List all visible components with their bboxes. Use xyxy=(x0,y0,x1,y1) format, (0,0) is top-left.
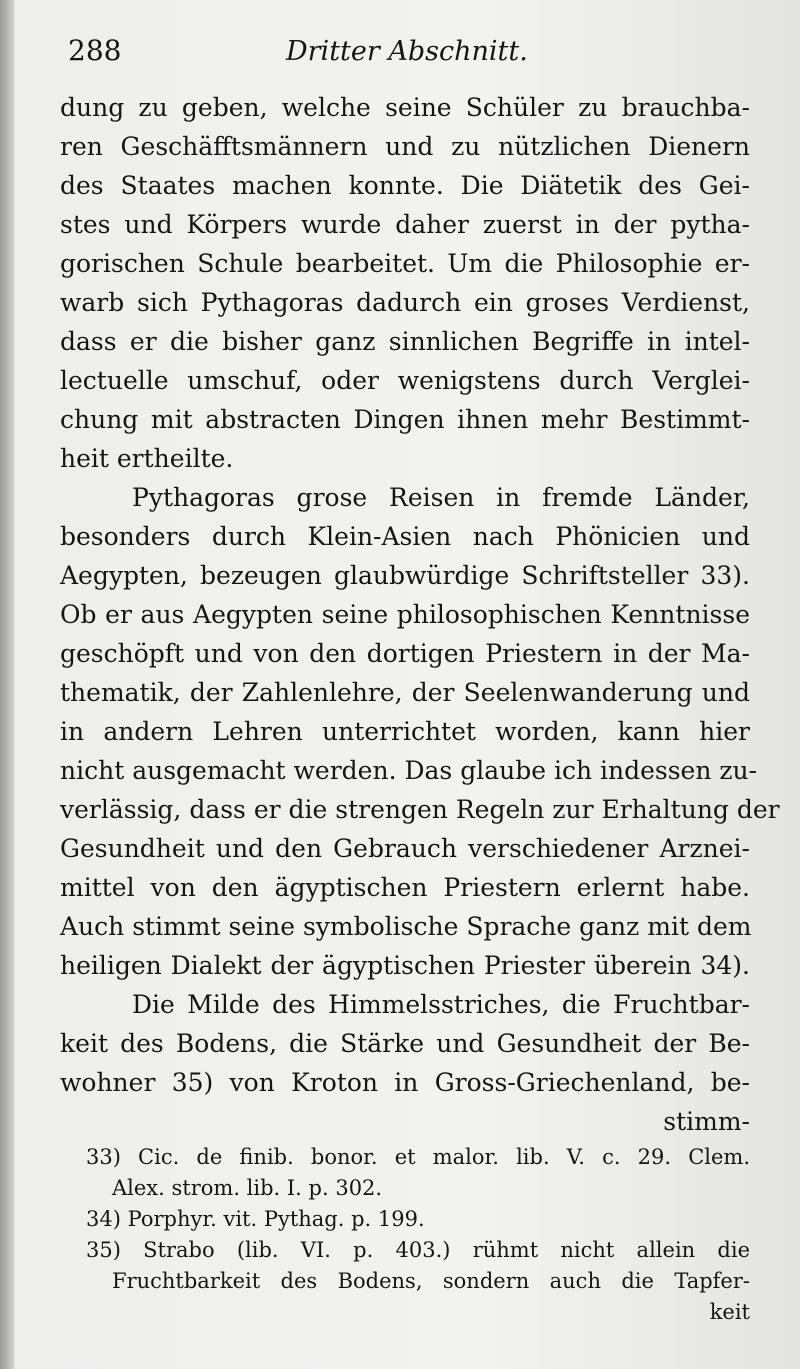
text-line: Gesundheit und den Gebrauch verschiedener Arznei- xyxy=(60,834,750,863)
text-line: stes und Körpers wurde daher zuerst in der pytha- xyxy=(60,210,750,239)
catchword: stimm- xyxy=(663,1107,750,1136)
text-line: thematik, der Zahlenlehre, der Seelenwanderung und xyxy=(60,678,750,707)
text-line: besonders durch Klein-Asien nach Phönicien und xyxy=(60,522,750,551)
body-text xyxy=(60,88,780,1141)
footnote-33: 33) Cic. de finib. bonor. et malor. lib. V. c. 29. Clem. xyxy=(86,1145,750,1169)
running-head: Dritter Abschnitt. xyxy=(286,36,528,67)
paragraph-end-line: heiligen Dialekt der ägyptischen Priester überein 34). xyxy=(60,951,750,980)
text-line: nicht ausgemacht werden. Das glaube ich indessen zu- xyxy=(60,756,758,785)
text-line: dung zu geben, welche seine Schüler zu brauchba- xyxy=(60,93,750,122)
text-line: des Staates machen konnte. Die Diätetik des Gei- xyxy=(60,171,750,200)
footnote-catchword: keit xyxy=(709,1300,750,1324)
text-line: Ob er aus Aegypten seine philosophischen Kenntnisse xyxy=(60,600,750,629)
footnote-35-cont: Fruchtbarkeit des Bodens, sondern auch die Tapfer- xyxy=(112,1269,750,1293)
footnote-35: 35) Strabo (lib. VI. p. 403.) rühmt nicht allein die xyxy=(86,1238,750,1262)
footnotes xyxy=(60,1142,750,1328)
text-line: wohner 35) von Kroton in Gross-Griechenland, be- xyxy=(60,1068,750,1097)
text-line: dass er die bisher ganz sinnlichen Begriffe in intel- xyxy=(60,327,750,356)
text-line: keit des Bodens, die Stärke und Gesundheit der Be- xyxy=(60,1029,750,1058)
text-line: ren Geschäfftsmännern und zu nützlichen Dienern xyxy=(60,132,750,161)
footnote-34: 34) Porphyr. vit. Pythag. p. 199. xyxy=(86,1207,425,1231)
paragraph-start-line: Die Milde des Himmelsstriches, die Fruchtbar- xyxy=(132,990,750,1019)
text-line: lectuelle umschuf, oder wenigstens durch Verglei- xyxy=(60,366,750,395)
text-line: gorischen Schule bearbeitet. Um die Philosophie er- xyxy=(60,249,750,278)
paragraph-start-line: Pythagoras grose Reisen in fremde Länder, xyxy=(132,483,750,512)
text-line: Aegypten, bezeugen glaubwürdige Schriftsteller 33). xyxy=(60,561,750,590)
text-line: verlässig, dass er die strengen Regeln zur Erhaltung der xyxy=(60,795,780,824)
page-header xyxy=(64,30,764,80)
text-line: in andern Lehren unterrichtet worden, kann hier xyxy=(60,717,750,746)
text-line: geschöpft und von den dortigen Priestern in der Ma- xyxy=(60,639,750,668)
paragraph-end-line: heit ertheilte. xyxy=(60,444,234,473)
footnote-33-cont: Alex. strom. lib. I. p. 302. xyxy=(112,1176,383,1200)
page-number: 288 xyxy=(68,34,122,67)
text-line: chung mit abstracten Dingen ihnen mehr Bestimmt- xyxy=(60,405,750,434)
text-line: warb sich Pythagoras dadurch ein groses Verdienst, xyxy=(60,288,750,317)
text-line: mittel von den ägyptischen Priestern erlernt habe. xyxy=(60,873,750,902)
page-edge-shadow xyxy=(0,0,14,1369)
text-line: Auch stimmt seine symbolische Sprache ganz mit dem xyxy=(60,912,752,941)
